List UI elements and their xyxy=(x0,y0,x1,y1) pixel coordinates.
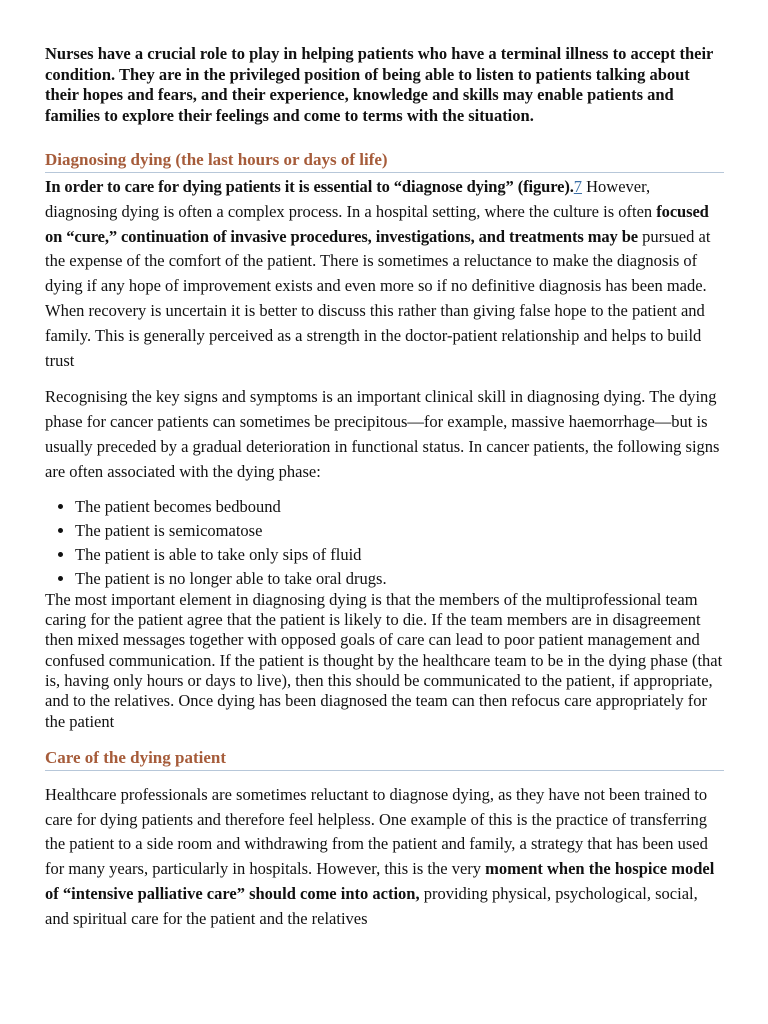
list-item: • The patient is able to take only sips of fluid xyxy=(75,543,724,567)
section-heading-care-of-dying: Care of the dying patient xyxy=(45,748,724,771)
body-text: pursued at the expense of the comfort of the patient. There is sometimes a reluctance to make the diagnosis of dying if any hope of improvement exists and even more so if no definitive diagnosis has been made. When recovery is uncertain it is better to discuss this rather than giving false hope to the patient and family. This is generally perceived as a strength in the doctor-patient relationship and helps to build trust xyxy=(45,226,711,370)
care-paragraph-1 xyxy=(45,783,724,932)
bold-text: focused on “cure,” continuation of invasive procedures, investigations, and treatments may be xyxy=(45,201,709,246)
section-heading-diagnosing-dying: Diagnosing dying (the last hours or days of life) xyxy=(45,150,724,173)
reference-link[interactable]: 7 xyxy=(573,177,583,196)
body-text: However, diagnosing dying is often a complex process. In a hospital setting, where the culture is often xyxy=(45,177,657,221)
body-text: providing physical, psychological, social, and spiritual care for the patient and the relatives xyxy=(45,884,698,928)
diagnosing-paragraph-1 xyxy=(45,175,724,373)
dying-signs-list xyxy=(45,495,724,592)
diagnosing-paragraph-2: Recognising the key signs and symptoms is an important clinical skill in diagnosing dying. The dying phase for cancer patients can sometimes be precipitous—for example, massive haemorrhage—but is usually preceded by a gradual deterioration in functional status. In cancer patients, the following signs are often associated with the dying phase: xyxy=(45,387,720,481)
body-text: Healthcare professionals are sometimes reluctant to diagnose dying, as they have not been trained to care for dying patients and therefore feel helpless. One example of this is the practice of transferring the patient to a side room and withdrawing from the patient and family, a strategy that has been used for many years, particularly in hospitals. However, this is the very xyxy=(45,784,708,879)
list-item: • The patient is semicomatose xyxy=(75,519,724,543)
bold-text: moment when the hospice model of “intensive palliative care” should come into action, xyxy=(45,859,715,904)
intro-paragraph: Nurses have a crucial role to play in helping patients who have a terminal illness to accept their condition. They are in the privileged position of being able to listen to patients talking about their hopes and fears, and their experience, knowledge and skills may enable patients and families to explore their feelings and come to terms with the situation. xyxy=(45,44,714,125)
list-item: • The patient is no longer able to take oral drugs. xyxy=(75,567,724,591)
bold-text: In order to care for dying patients it is essential to “diagnose dying” (figure). xyxy=(45,177,574,196)
list-item: • The patient becomes bedbound xyxy=(75,495,724,519)
diagnosing-paragraph-3: The most important element in diagnosing dying is that the members of the multiprofessional team caring for the patient agree that the patient is likely to die. If the team members are in disagreement then mixed messages together with opposed goals of care can lead to poor patient management and confused communication. If the patient is thought by the healthcare team to be in the dying phase (that is, having only hours or days to live), then this should be communicated to the patient, if appropriate, and to the relatives. Once dying has been diagnosed the team can then refocus care appropriately for the patient xyxy=(45,589,723,731)
